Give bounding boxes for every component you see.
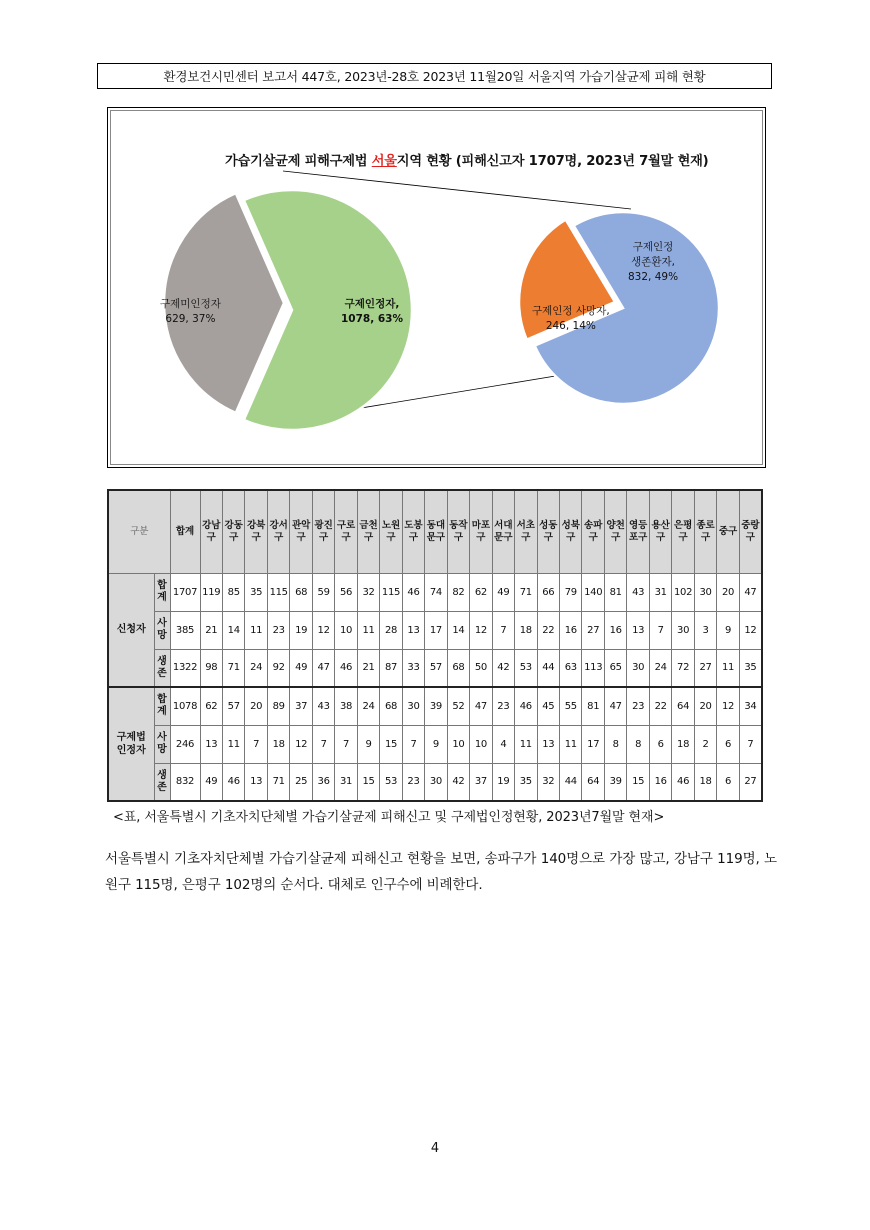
row-sub-label-char: 존 — [157, 667, 167, 679]
cell-value: 13 — [627, 611, 649, 649]
label-not-recognized-value: 629, 37% — [165, 313, 216, 325]
cell-value: 50 — [470, 649, 492, 687]
cell-value: 6 — [649, 725, 671, 763]
header-district-part: 광진 — [314, 519, 333, 531]
cell-value: 16 — [649, 763, 671, 801]
cell-value: 98 — [200, 649, 222, 687]
cell-value: 37 — [470, 763, 492, 801]
header-district-part: 종로 — [696, 519, 715, 531]
cell-value: 11 — [515, 725, 537, 763]
header-district-part: 구 — [678, 531, 688, 543]
row-sub-label — [154, 611, 170, 649]
cell-value: 21 — [357, 649, 379, 687]
table-header-row — [108, 490, 762, 573]
row-sub-label-char: 생 — [157, 655, 167, 667]
cell-value: 11 — [717, 649, 739, 687]
cell-value: 18 — [267, 725, 289, 763]
row-sub-label-char: 생 — [157, 769, 167, 781]
table-row — [108, 573, 762, 611]
row-group-label-line: 신청자 — [116, 624, 146, 636]
cell-value: 35 — [739, 649, 762, 687]
cell-value: 33 — [402, 649, 424, 687]
header-district — [402, 490, 424, 573]
label-not-recognized-name: 구제미인정자 — [160, 298, 221, 310]
cell-value: 16 — [604, 611, 626, 649]
label-not-recognized — [160, 297, 221, 327]
header-district — [694, 490, 716, 573]
cell-value: 23 — [402, 763, 424, 801]
cell-value: 64 — [582, 763, 604, 801]
cell-value: 82 — [447, 573, 469, 611]
cell-value: 21 — [200, 611, 222, 649]
header-district-part: 양천 — [606, 519, 625, 531]
cell-value: 10 — [470, 725, 492, 763]
table-row — [108, 687, 762, 725]
cell-value: 11 — [357, 611, 379, 649]
cell-value: 20 — [694, 687, 716, 725]
header-district-part: 송파 — [584, 519, 603, 531]
label-alive — [628, 240, 678, 285]
cell-value: 62 — [470, 573, 492, 611]
cell-value: 30 — [672, 611, 694, 649]
header-district-part: 구 — [453, 531, 463, 543]
cell-value: 12 — [470, 611, 492, 649]
header-district — [560, 490, 582, 573]
cell-value: 7 — [312, 725, 334, 763]
cell-value: 24 — [245, 649, 267, 687]
header-district-part: 성북 — [561, 519, 580, 531]
row-sub-label-char: 합 — [157, 580, 167, 591]
cell-value: 46 — [222, 763, 244, 801]
cell-total: 1078 — [170, 687, 200, 725]
cell-value: 24 — [649, 649, 671, 687]
body-paragraph: 서울특별시 기초자치단체별 가습기살균제 피해신고 현황을 보면, 송파구가 140명으로 가장 많고, 강남구 119명, 노원구 115명, 은평구 102명의 순서다. 대체로 인구수에 비례한다. — [105, 851, 777, 893]
cell-value: 140 — [582, 573, 604, 611]
cell-value: 42 — [447, 763, 469, 801]
label-recognized: 구제인정자, 1078, 63% — [341, 298, 404, 325]
cell-value: 23 — [267, 611, 289, 649]
chart-title — [225, 150, 708, 169]
header-district — [604, 490, 626, 573]
header-district-part: 중구 — [718, 525, 738, 537]
cell-value: 20 — [245, 687, 267, 725]
table-row — [108, 611, 762, 649]
cell-value: 115 — [380, 573, 402, 611]
cell-value: 9 — [717, 611, 739, 649]
label-alive-line2: 생존환자, — [631, 256, 675, 268]
header-district — [447, 490, 469, 573]
cell-value: 79 — [560, 573, 582, 611]
header-district-part: 강서 — [269, 519, 288, 531]
header-district-part: 노원 — [381, 519, 401, 531]
cell-value: 89 — [267, 687, 289, 725]
cell-value: 19 — [492, 763, 514, 801]
cell-value: 18 — [694, 763, 716, 801]
cell-value: 13 — [402, 611, 424, 649]
row-sub-label-char: 망 — [157, 744, 167, 755]
cell-value: 43 — [312, 687, 334, 725]
header-district — [470, 490, 492, 573]
header-district-part: 구 — [363, 531, 374, 543]
cell-value: 15 — [627, 763, 649, 801]
row-group-label-line: 인정자 — [116, 745, 146, 756]
header-district-part: 구 — [341, 531, 351, 543]
header-district-part: 구 — [521, 531, 531, 543]
cell-value: 18 — [515, 611, 537, 649]
cell-value: 74 — [425, 573, 447, 611]
cell-value: 68 — [290, 573, 312, 611]
cell-value: 36 — [312, 763, 334, 801]
cell-value: 13 — [200, 725, 222, 763]
cell-value: 10 — [335, 611, 357, 649]
chart-title-post: 지역 현황 (피해신고자 1707명, 2023년 7월말 현재) — [396, 154, 709, 169]
row-sub-label-char: 합 — [157, 694, 167, 706]
header-district — [537, 490, 559, 573]
header-district-part: 중랑 — [741, 519, 760, 531]
cell-value: 57 — [425, 649, 447, 687]
report-header-text: 환경보건시민센터 보고서 447호, 2023년-28호 2023년 11월20일 서울지역 가습기살균제 피해 현황 — [163, 69, 706, 84]
row-sub-label-char: 사 — [157, 618, 167, 629]
cell-value: 47 — [739, 573, 762, 611]
cell-value: 52 — [447, 687, 469, 725]
header-district — [357, 490, 379, 573]
header-district-part: 구 — [251, 531, 261, 543]
header-district — [380, 490, 402, 573]
header-district-part: 서초 — [516, 519, 535, 531]
cell-value: 24 — [357, 687, 379, 725]
header-district — [335, 490, 357, 573]
cell-value: 27 — [582, 611, 604, 649]
cell-value: 35 — [515, 763, 537, 801]
header-district — [290, 490, 312, 573]
cell-value: 7 — [245, 725, 267, 763]
header-district — [425, 490, 447, 573]
cell-value: 43 — [627, 573, 649, 611]
header-district — [200, 490, 222, 573]
cell-value: 7 — [649, 611, 671, 649]
cell-value: 55 — [560, 687, 582, 725]
header-district — [582, 490, 604, 573]
header-corner: 구분 — [108, 490, 170, 573]
cell-value: 37 — [290, 687, 312, 725]
cell-value: 49 — [492, 573, 514, 611]
cell-value: 68 — [447, 649, 469, 687]
cell-total: 246 — [170, 725, 200, 763]
cell-value: 12 — [717, 687, 739, 725]
header-district-part: 구 — [543, 531, 553, 543]
cell-value: 102 — [672, 573, 694, 611]
header-district-part: 서대 — [494, 519, 513, 531]
header-district-part: 구 — [319, 531, 329, 543]
cell-value: 9 — [425, 725, 447, 763]
cell-value: 17 — [425, 611, 447, 649]
cell-value: 47 — [312, 649, 334, 687]
header-district-part: 강동 — [224, 519, 243, 531]
cell-value: 13 — [537, 725, 559, 763]
cell-value: 27 — [739, 763, 762, 801]
cell-value: 12 — [739, 611, 762, 649]
cell-value: 22 — [649, 687, 671, 725]
cell-total: 832 — [170, 763, 200, 801]
cell-value: 49 — [290, 649, 312, 687]
cell-value: 71 — [515, 573, 537, 611]
label-alive-line1: 구제인정 — [632, 241, 674, 253]
header-district-part: 구 — [656, 531, 666, 543]
table-row — [108, 763, 762, 801]
header-district — [222, 490, 244, 573]
header-district-part: 구 — [588, 531, 598, 543]
cell-value: 7 — [402, 725, 424, 763]
header-district-part: 성동 — [539, 519, 558, 531]
cell-value: 87 — [380, 649, 402, 687]
cell-value: 66 — [537, 573, 559, 611]
cell-value: 8 — [627, 725, 649, 763]
header-district-part: 구 — [408, 531, 419, 543]
cell-value: 44 — [537, 649, 559, 687]
cell-value: 18 — [672, 725, 694, 763]
cell-value: 45 — [537, 687, 559, 725]
header-district — [245, 490, 267, 573]
cell-value: 23 — [492, 687, 514, 725]
header-district — [739, 490, 762, 573]
cell-total: 385 — [170, 611, 200, 649]
row-sub-label — [154, 763, 170, 801]
row-sub-label-char: 계 — [157, 592, 167, 603]
cell-value: 47 — [470, 687, 492, 725]
cell-value: 72 — [672, 649, 694, 687]
cell-value: 4 — [492, 725, 514, 763]
cell-value: 44 — [560, 763, 582, 801]
district-table — [107, 489, 763, 802]
cell-value: 15 — [357, 763, 379, 801]
header-district-part: 영등 — [628, 519, 648, 531]
header-district-part: 문구 — [494, 531, 513, 543]
header-district-part: 마포 — [471, 519, 491, 531]
cell-value: 42 — [492, 649, 514, 687]
row-group-label-line: 구제법 — [116, 732, 146, 743]
cell-value: 19 — [290, 611, 312, 649]
cell-value: 46 — [402, 573, 424, 611]
cell-value: 71 — [222, 649, 244, 687]
row-sub-label — [154, 725, 170, 763]
header-district-part: 구 — [745, 531, 755, 543]
table-row — [108, 725, 762, 763]
header-district-part: 동대 — [426, 519, 446, 531]
cell-value: 22 — [537, 611, 559, 649]
header-district-part: 금천 — [359, 519, 378, 531]
cell-value: 56 — [335, 573, 357, 611]
cell-value: 65 — [604, 649, 626, 687]
cell-value: 8 — [604, 725, 626, 763]
header-district-part: 구 — [296, 531, 306, 543]
label-dead-value: 246, 14% — [545, 320, 596, 332]
row-sub-label — [154, 649, 170, 687]
cell-value: 17 — [582, 725, 604, 763]
pie-chart-svg — [0, 0, 870, 480]
cell-value: 46 — [672, 763, 694, 801]
row-sub-label-char: 존 — [157, 781, 167, 793]
header-district — [515, 490, 537, 573]
header-district-part: 구 — [274, 531, 284, 543]
label-recognized-value: 1078, 63% — [341, 313, 404, 325]
cell-value: 2 — [694, 725, 716, 763]
cell-value: 7 — [492, 611, 514, 649]
cell-value: 47 — [604, 687, 626, 725]
cell-total: 1322 — [170, 649, 200, 687]
cell-value: 11 — [222, 725, 244, 763]
cell-value: 7 — [335, 725, 357, 763]
cell-value: 39 — [604, 763, 626, 801]
cell-value: 115 — [267, 573, 289, 611]
cell-value: 30 — [402, 687, 424, 725]
header-district-part: 구 — [611, 531, 621, 543]
cell-value: 13 — [245, 763, 267, 801]
header-district — [492, 490, 514, 573]
cell-value: 81 — [604, 573, 626, 611]
header-total: 합계 — [170, 490, 200, 573]
cell-value: 32 — [537, 763, 559, 801]
cell-value: 71 — [267, 763, 289, 801]
cell-value: 31 — [335, 763, 357, 801]
row-sub-label-char: 사 — [157, 732, 167, 743]
cell-value: 3 — [694, 611, 716, 649]
header-district-part: 용산 — [651, 519, 670, 531]
header-district-part: 구 — [206, 531, 216, 543]
cell-value: 12 — [290, 725, 312, 763]
cell-value: 6 — [717, 763, 739, 801]
cell-value: 28 — [380, 611, 402, 649]
table-caption: <표, 서울특별시 기초자치단체별 가습기살균제 피해신고 및 구제법인정현황, 2023년7월말 현재> — [113, 810, 665, 825]
cell-value: 63 — [560, 649, 582, 687]
header-district — [649, 490, 671, 573]
row-group-label — [108, 573, 154, 687]
cell-value: 14 — [222, 611, 244, 649]
cell-value: 11 — [245, 611, 267, 649]
row-sub-label-char: 망 — [157, 630, 167, 641]
header-district-part: 포구 — [628, 531, 648, 543]
header-district — [672, 490, 694, 573]
chart-title-pre: 가습기살균제 피해구제법 — [225, 154, 372, 169]
row-sub-label — [154, 573, 170, 611]
header-district-part: 도봉 — [404, 519, 423, 531]
header-district-part: 문구 — [426, 531, 446, 543]
cell-value: 30 — [627, 649, 649, 687]
label-recognized-name: 구제인정자 — [344, 298, 396, 310]
header-district-part: 강북 — [247, 519, 266, 531]
chart-title-highlight: 서울 — [371, 154, 397, 169]
cell-value: 25 — [290, 763, 312, 801]
cell-value: 57 — [222, 687, 244, 725]
cell-value: 12 — [312, 611, 334, 649]
cell-value: 20 — [717, 573, 739, 611]
row-group-label — [108, 687, 154, 801]
header-district-part: 구 — [229, 531, 239, 543]
label-alive-value: 832, 49% — [628, 271, 679, 283]
header-district-part: 구 — [566, 531, 576, 543]
cell-value: 14 — [447, 611, 469, 649]
header-district-part: 강남 — [202, 519, 221, 531]
header-district-part: 구 — [476, 531, 486, 543]
cell-value: 53 — [515, 649, 537, 687]
header-district — [627, 490, 649, 573]
cell-value: 92 — [267, 649, 289, 687]
cell-value: 15 — [380, 725, 402, 763]
cell-value: 64 — [672, 687, 694, 725]
header-district-part: 은평 — [673, 519, 693, 531]
header-district — [267, 490, 289, 573]
cell-value: 10 — [447, 725, 469, 763]
cell-value: 53 — [380, 763, 402, 801]
row-sub-label — [154, 687, 170, 725]
cell-value: 30 — [694, 573, 716, 611]
cell-value: 31 — [649, 573, 671, 611]
cell-value: 32 — [357, 573, 379, 611]
table-row — [108, 649, 762, 687]
cell-value: 46 — [335, 649, 357, 687]
cell-value: 30 — [425, 763, 447, 801]
header-district-part: 관악 — [291, 519, 311, 531]
cell-value: 35 — [245, 573, 267, 611]
cell-value: 113 — [582, 649, 604, 687]
header-district — [312, 490, 334, 573]
cell-value: 11 — [560, 725, 582, 763]
page-number: 4 — [430, 1141, 440, 1156]
cell-value: 27 — [694, 649, 716, 687]
cell-value: 7 — [739, 725, 762, 763]
cell-value: 59 — [312, 573, 334, 611]
cell-value: 38 — [335, 687, 357, 725]
cell-value: 46 — [515, 687, 537, 725]
header-district-part: 구 — [386, 531, 396, 543]
label-dead-name: 구제인정 사망자, — [532, 305, 610, 317]
cell-value: 16 — [560, 611, 582, 649]
cell-value: 49 — [200, 763, 222, 801]
cell-total: 1707 — [170, 573, 200, 611]
cell-value: 34 — [739, 687, 762, 725]
header-district-part: 구로 — [336, 519, 356, 531]
cell-value: 6 — [717, 725, 739, 763]
header-district-part: 구 — [700, 531, 711, 543]
header-district-part: 동작 — [449, 519, 468, 531]
cell-value: 85 — [222, 573, 244, 611]
cell-value: 119 — [200, 573, 222, 611]
cell-value: 62 — [200, 687, 222, 725]
cell-value: 81 — [582, 687, 604, 725]
cell-value: 9 — [357, 725, 379, 763]
header-district — [717, 490, 739, 573]
row-sub-label-char: 계 — [157, 706, 167, 718]
label-dead — [532, 304, 610, 334]
cell-value: 39 — [425, 687, 447, 725]
cell-value: 68 — [380, 687, 402, 725]
cell-value: 23 — [627, 687, 649, 725]
